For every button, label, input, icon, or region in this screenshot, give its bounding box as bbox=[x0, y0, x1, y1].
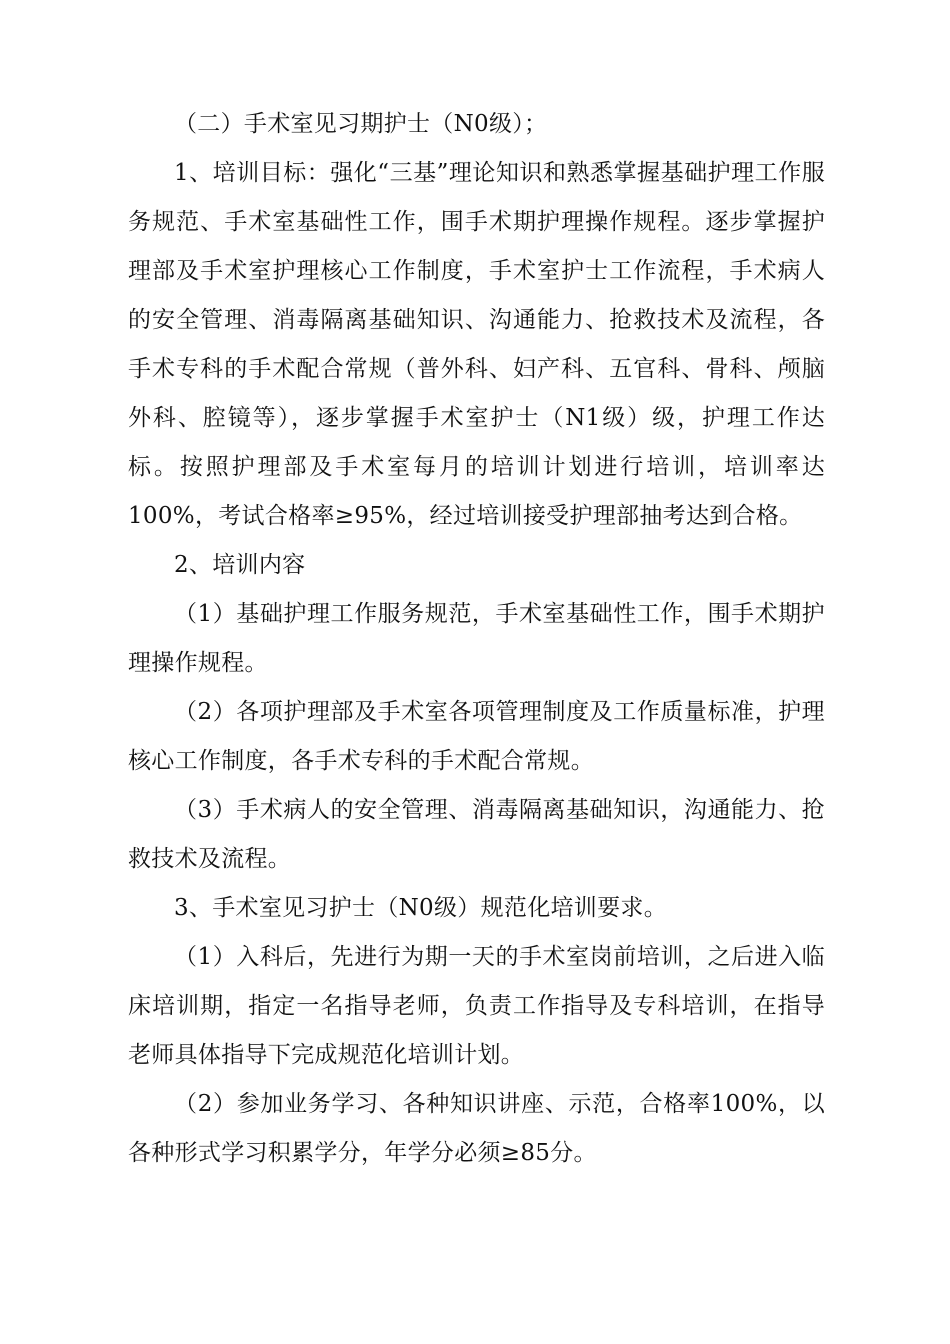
section-heading: （二）手术室见习期护士（N0级）； bbox=[174, 111, 548, 137]
training-content-item-1: （1）基础护理工作服务规范，手术室基础性工作，围手术期护理操作规程。 bbox=[128, 601, 825, 676]
training-requirements-heading: 3、手术室见习护士（N0级）规范化培训要求。 bbox=[174, 895, 667, 921]
training-requirement-item-1: （1）入科后，先进行为期一天的手术室岗前培训，之后进入临床培训期，指定一名指导老师，负责工作指导及专科培训，在指导老师具体指导下完成规范化培训计划。 bbox=[128, 944, 825, 1068]
training-requirement-item-2: （2）参加业务学习、各种知识讲座、示范，合格率100%，以各种形式学习积累学分，年学分必须≥85分。 bbox=[128, 1091, 825, 1166]
training-content-item-2: （2）各项护理部及手术室各项管理制度及工作质量标准，护理核心工作制度，各手术专科的手术配合常规。 bbox=[128, 699, 825, 774]
training-content-item-3: （3）手术病人的安全管理、消毒隔离基础知识，沟通能力、抢救技术及流程。 bbox=[128, 797, 825, 872]
training-content-heading: 2、培训内容 bbox=[174, 552, 306, 578]
document-body bbox=[128, 100, 825, 1178]
training-goal-paragraph: 1、培训目标：强化“三基”理论知识和熟悉掌握基础护理工作服务规范、手术室基础性工作，围手术期护理操作规程。逐步掌握护理部及手术室护理核心工作制度，手术室护士工作流程，手术病人的安全管理、消毒隔离基础知识、沟通能力、抢救技术及流程，各手术专科的手术配合常规（普外科、妇产科、五官科、骨科、颅脑外科、腔镜等），逐步掌握手术室护士（N1级）级，护理工作达标。按照护理部及手术室每月的培训计划进行培训，培训率达100%，考试合格率≥95%，经过培训接受护理部抽考达到合格。 bbox=[128, 160, 825, 529]
